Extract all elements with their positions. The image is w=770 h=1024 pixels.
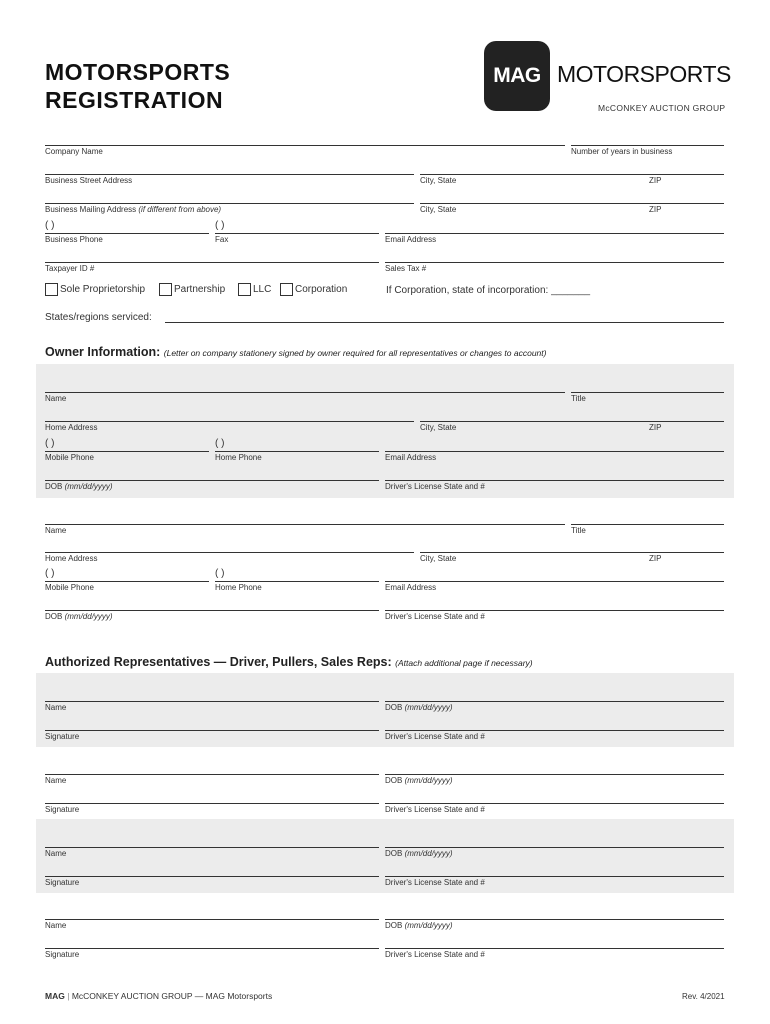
street-address-field[interactable] [45, 174, 414, 175]
corporation-checkbox[interactable]: Corporation [280, 283, 347, 296]
street-address-label: Business Street Address [45, 176, 133, 185]
owner-2-city-state-label: City, State [420, 554, 457, 563]
owner-2-home-address-label: Home Address [45, 554, 98, 563]
sales-tax-field[interactable] [385, 262, 724, 263]
owner-1-title-field[interactable] [571, 392, 724, 393]
states-serviced-label: States/regions serviced: [45, 312, 152, 323]
owner-1-home-phone-label: Home Phone [215, 453, 262, 462]
rep-4-license-field[interactable] [385, 948, 724, 949]
owner-1-band [36, 364, 734, 498]
owner-1-mobile-phone-label: Mobile Phone [45, 453, 94, 462]
owner-1-home-address-label: Home Address [45, 423, 98, 432]
owner-2-zip-label: ZIP [649, 554, 662, 563]
mag-logo-mark: MAG [484, 41, 550, 111]
rep-1-dob-label: DOB (mm/dd/yyyy) [385, 703, 453, 712]
owner-1-email-label: Email Address [385, 453, 437, 462]
logo-wordmark: MOTORSPORTS [557, 61, 731, 87]
page-title: MOTORSPORTS REGISTRATION [45, 59, 231, 113]
rep-2-name-label: Name [45, 776, 67, 785]
checkbox-icon [280, 283, 293, 296]
owner-1-license-label: Driver's License State and # [385, 482, 485, 491]
owner-2-name-field[interactable] [45, 524, 565, 525]
owner-2-email-label: Email Address [385, 583, 437, 592]
mailing-address-field[interactable] [45, 203, 414, 204]
rep-3-name-label: Name [45, 849, 67, 858]
reps-section-heading: Authorized Representatives — Driver, Pullers, Sales Reps: (Attach additional page if necessary) [45, 655, 533, 669]
owner-2-name-label: Name [45, 526, 67, 535]
owner-2-dob-field[interactable] [45, 610, 379, 611]
fax-area-code: ( ) [215, 220, 225, 231]
taxpayer-id-field[interactable] [45, 262, 379, 263]
rep-3-dob-field[interactable] [385, 847, 724, 848]
rep-3-signature-label: Signature [45, 878, 80, 887]
owner-2-title-field[interactable] [571, 524, 724, 525]
mailing-zip-label: ZIP [649, 205, 662, 214]
owner-1-home-phone-field[interactable] [215, 451, 379, 452]
owner-2-home-area-code: ( ) [215, 568, 225, 579]
rep-1-signature-label: Signature [45, 732, 80, 741]
owner-2-title-label: Title [571, 526, 586, 535]
owner-1-dob-label: DOB (mm/dd/yyyy) [45, 482, 113, 491]
fax-field[interactable] [215, 233, 379, 234]
logo-subtitle: McCONKEY AUCTION GROUP [598, 103, 726, 113]
rep-2-signature-label: Signature [45, 805, 80, 814]
rep-2-dob-label: DOB (mm/dd/yyyy) [385, 776, 453, 785]
partnership-checkbox[interactable]: Partnership [159, 283, 225, 296]
owner-2-mobile-area-code: ( ) [45, 568, 55, 579]
fax-label: Fax [215, 235, 229, 244]
rep-3-license-label: Driver's License State and # [385, 878, 485, 887]
city-state-label: City, State [420, 176, 457, 185]
rep-3-license-field[interactable] [385, 876, 724, 877]
sole-proprietorship-checkbox[interactable]: Sole Proprietorship [45, 283, 145, 296]
business-email-field[interactable] [385, 233, 724, 234]
owner-1-name-label: Name [45, 394, 67, 403]
company-name-field[interactable] [45, 145, 565, 146]
revision-label: Rev. 4/2021 [682, 992, 725, 1001]
mailing-city-state-zip-field[interactable] [420, 203, 724, 204]
business-phone-field[interactable] [45, 233, 209, 234]
owner-2-mobile-phone-field[interactable] [45, 581, 209, 582]
years-in-business-label: Number of years in business [571, 147, 673, 156]
rep-1-name-field[interactable] [45, 701, 379, 702]
owner-2-home-phone-field[interactable] [215, 581, 379, 582]
rep-4-signature-label: Signature [45, 950, 80, 959]
rep-4-signature-field[interactable] [45, 948, 379, 949]
rep-4-name-label: Name [45, 921, 67, 930]
owner-section-heading: Owner Information: (Letter on company stationery signed by owner required for all representatives or changes to account) [45, 345, 547, 359]
mailing-city-state-label: City, State [420, 205, 457, 214]
rep-3-signature-field[interactable] [45, 876, 379, 877]
rep-2-signature-field[interactable] [45, 803, 379, 804]
city-state-zip-field[interactable] [420, 174, 724, 175]
checkbox-icon [45, 283, 58, 296]
phone-area-code: ( ) [45, 220, 55, 231]
owner-1-title-label: Title [571, 394, 586, 403]
checkbox-icon [159, 283, 172, 296]
owner-2-home-phone-label: Home Phone [215, 583, 262, 592]
owner-2-dob-label: DOB (mm/dd/yyyy) [45, 612, 113, 621]
owner-2-license-field[interactable] [385, 610, 724, 611]
rep-2-license-label: Driver's License State and # [385, 805, 485, 814]
mailing-address-label: Business Mailing Address (if different from above) [45, 205, 222, 214]
owner-1-mobile-area-code: ( ) [45, 438, 55, 449]
rep-4-dob-field[interactable] [385, 919, 724, 920]
rep-2-name-field[interactable] [45, 774, 379, 775]
llc-checkbox[interactable]: LLC [238, 283, 271, 296]
rep-3-name-field[interactable] [45, 847, 379, 848]
business-email-label: Email Address [385, 235, 437, 244]
sales-tax-label: Sales Tax # [385, 264, 427, 273]
owner-1-home-area-code: ( ) [215, 438, 225, 449]
owner-2-city-state-zip-field[interactable] [420, 552, 724, 553]
checkbox-icon [238, 283, 251, 296]
states-serviced-field[interactable] [165, 322, 724, 323]
rep-1-license-label: Driver's License State and # [385, 732, 485, 741]
owner-1-city-state-zip-field[interactable] [420, 421, 724, 422]
taxpayer-id-label: Taxpayer ID # [45, 264, 95, 273]
rep-3-dob-label: DOB (mm/dd/yyyy) [385, 849, 453, 858]
owner-1-dob-field[interactable] [45, 480, 379, 481]
footer-text: MAG | McCONKEY AUCTION GROUP — MAG Motorsports [45, 991, 273, 1001]
owner-2-mobile-phone-label: Mobile Phone [45, 583, 94, 592]
owner-2-license-label: Driver's License State and # [385, 612, 485, 621]
zip-label: ZIP [649, 176, 662, 185]
business-phone-label: Business Phone [45, 235, 103, 244]
rep-4-license-label: Driver's License State and # [385, 950, 485, 959]
owner-1-zip-label: ZIP [649, 423, 662, 432]
owner-1-home-address-field[interactable] [45, 421, 414, 422]
years-in-business-field[interactable] [571, 145, 724, 146]
rep-2-dob-field[interactable] [385, 774, 724, 775]
rep-1-signature-field[interactable] [45, 730, 379, 731]
owner-1-mobile-phone-field[interactable] [45, 451, 209, 452]
incorporation-state-field[interactable]: If Corporation, state of incorporation: _______ [386, 285, 591, 296]
company-name-label: Company Name [45, 147, 103, 156]
owner-1-license-field[interactable] [385, 480, 724, 481]
rep-1-license-field[interactable] [385, 730, 724, 731]
owner-1-email-field[interactable] [385, 451, 724, 452]
owner-2-email-field[interactable] [385, 581, 724, 582]
owner-2-home-address-field[interactable] [45, 552, 414, 553]
owner-1-name-field[interactable] [45, 392, 565, 393]
rep-4-name-field[interactable] [45, 919, 379, 920]
rep-1-name-label: Name [45, 703, 67, 712]
rep-4-dob-label: DOB (mm/dd/yyyy) [385, 921, 453, 930]
rep-2-license-field[interactable] [385, 803, 724, 804]
rep-1-dob-field[interactable] [385, 701, 724, 702]
owner-1-city-state-label: City, State [420, 423, 457, 432]
